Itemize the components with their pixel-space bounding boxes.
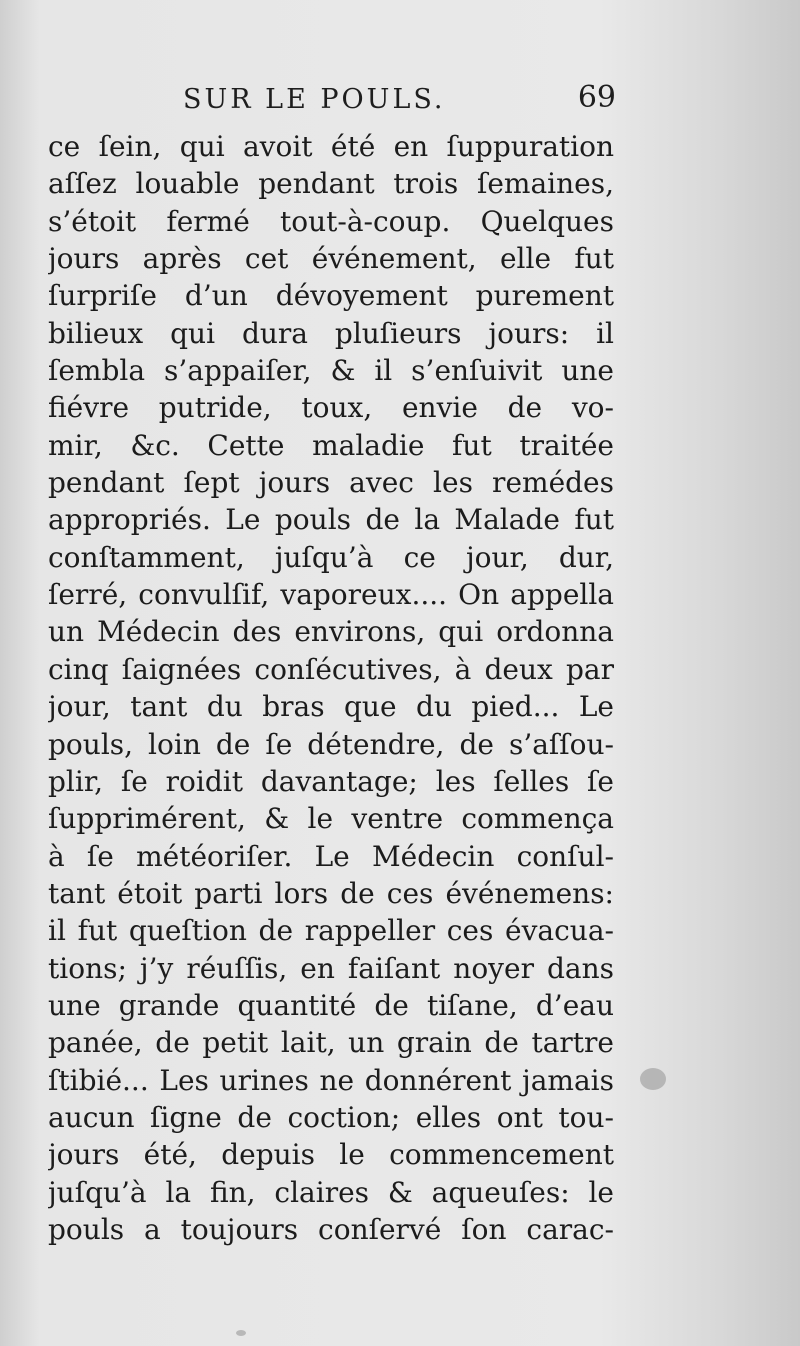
- page-header: [48, 78, 616, 122]
- text-line: cinq ſaignées conſécutives, à deux par: [48, 652, 614, 686]
- text-line: aſſez louable pendant trois ſemaines,: [48, 167, 614, 201]
- text-line: tions; j’y réuſſis, en faiſant noyer dans: [48, 951, 614, 985]
- text-line: plir, ſe roidit davantage; les ſelles ſe: [48, 764, 614, 798]
- text-line: aucun ſigne de coction; elles ont tou-: [48, 1100, 614, 1134]
- text-line: pouls a toujours conſervé ſon carac-: [48, 1212, 614, 1246]
- text-line: un Médecin des environs, qui ordonna: [48, 615, 614, 649]
- text-line: juſqu’à la fin, claires & aqueuſes: le: [48, 1175, 614, 1209]
- text-line: jours après cet événement, elle fut: [48, 242, 614, 276]
- text-line: ſembla s’appaiſer, & il s’enſuivit une: [48, 354, 614, 388]
- text-line: mir, &c. Cette maladie fut traitée: [48, 428, 614, 462]
- text-line: appropriés. Le pouls de la Malade fut: [48, 503, 614, 537]
- text-line: ſupprimérent, & le ventre commença: [48, 802, 614, 836]
- text-line: une grande quantité de tiſane, d’eau: [48, 988, 614, 1022]
- text-line: jours été, depuis le commencement: [48, 1138, 614, 1172]
- paper-speck: [236, 1330, 246, 1336]
- text-line: panée, de petit lait, un grain de tartre: [48, 1026, 614, 1060]
- text-line: conſtamment, juſqu’à ce jour, dur,: [48, 540, 614, 574]
- page-number: 69: [577, 80, 616, 115]
- text-line: il fut queſtion de rappeller ces évacua-: [48, 914, 614, 948]
- text-line: pouls, loin de ſe détendre, de s’aſſou-: [48, 727, 614, 761]
- text-line: s’étoit fermé tout-à-coup. Quelques: [48, 204, 614, 238]
- text-line: jour, tant du bras que du pied... Le: [48, 690, 614, 724]
- body-text: [48, 128, 614, 1248]
- running-head: SUR LE POULS.: [183, 84, 446, 115]
- text-line: bilieux qui dura pluſieurs jours: il: [48, 316, 614, 350]
- text-line: à ſe météoriſer. Le Médecin conſul-: [48, 839, 614, 873]
- text-line: ſurpriſe d’un dévoyement purement: [48, 279, 614, 313]
- text-line: pendant ſept jours avec les remédes: [48, 466, 614, 500]
- text-line: ce ſein, qui avoit été en ſuppuration: [48, 130, 614, 163]
- paper-stain: [640, 1068, 666, 1090]
- text-line: fiévre putride, toux, envie de vo-: [48, 391, 614, 425]
- text-line: ſtibié... Les urines ne donnérent jamais: [48, 1063, 614, 1097]
- text-line: ſerré, convulſif, vaporeux.... On appella: [48, 578, 614, 612]
- text-line: tant étoit parti lors de ces événemens:: [48, 876, 614, 910]
